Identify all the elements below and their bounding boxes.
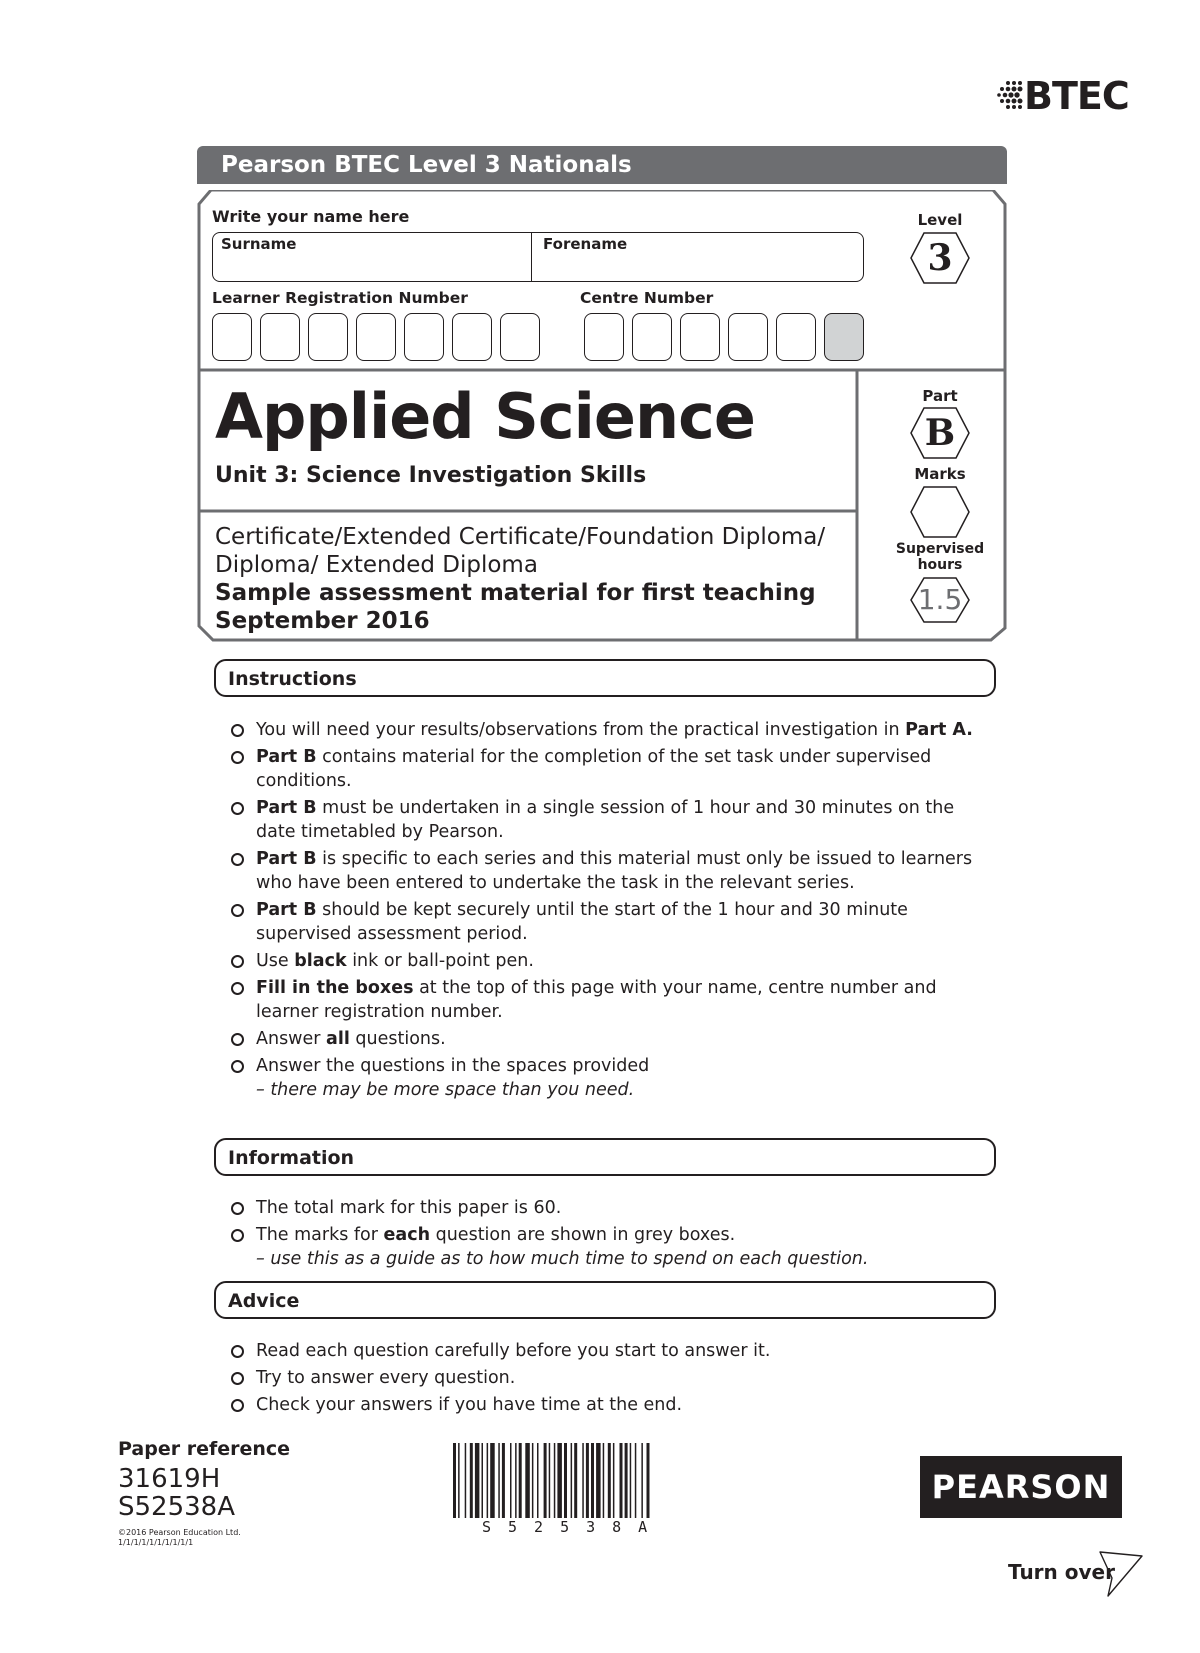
marks-hexagon: [909, 485, 971, 539]
barcode-bar: [571, 1443, 573, 1518]
pearson-logo: PEARSON: [920, 1456, 1122, 1518]
lrn-digit-box[interactable]: [500, 313, 540, 361]
barcode-bar: [608, 1443, 611, 1518]
barcode-bar: [613, 1443, 615, 1518]
lrn-label: Learner Registration Number: [212, 289, 468, 307]
information-list: [230, 1196, 990, 1274]
btec-dots-icon: [996, 80, 1024, 110]
lrn-digit-box[interactable]: [356, 313, 396, 361]
copyright-line-2: 1/1/1/1/1/1/1/1/1/1: [118, 1538, 194, 1547]
barcode-bar: [498, 1443, 500, 1518]
barcode-bar: [564, 1443, 567, 1518]
barcode-icon: [453, 1443, 723, 1518]
write-name-label: Write your name here: [212, 207, 410, 226]
barcode-bar: [475, 1443, 480, 1518]
instructions-item: [230, 847, 990, 895]
page-turn-arrow-icon: [1098, 1548, 1146, 1600]
copyright-note: [118, 1528, 241, 1548]
barcode-bar: [519, 1443, 522, 1518]
instructions-item-bold: Part B: [256, 747, 317, 767]
part-hexagon: [909, 406, 971, 460]
level-value: 3: [927, 237, 953, 279]
instructions-heading-box: [214, 659, 996, 697]
unit-title: Unit 3: Science Investigation Skills: [215, 463, 647, 488]
instructions-item-text: questions.: [349, 1029, 446, 1049]
advice-item-text: Read each question carefully before you start to answer it.: [256, 1341, 771, 1361]
paper-reference-code-1: 31619H: [118, 1464, 221, 1494]
forename-field[interactable]: [537, 251, 859, 279]
instructions-item: [230, 898, 990, 946]
barcode-bar: [554, 1443, 556, 1518]
barcode-bar: [502, 1443, 505, 1518]
instructions-item-bold: Part B: [256, 849, 317, 869]
information-heading: Information: [228, 1147, 355, 1169]
instructions-item-text: ink or ball-point pen.: [346, 951, 534, 971]
barcode-bar: [574, 1443, 577, 1518]
series-title-bar: Pearson BTEC Level 3 Nationals: [197, 146, 1007, 184]
supervised-label-line-2: hours: [917, 557, 963, 573]
centre-digit-box[interactable]: [776, 313, 816, 361]
barcode-bar: [537, 1443, 539, 1518]
instructions-item-bold: all: [326, 1029, 350, 1049]
centre-digit-box[interactable]: [632, 313, 672, 361]
barcode-bar: [549, 1443, 551, 1518]
barcode-bar: [635, 1443, 637, 1518]
barcode-bar: [515, 1443, 517, 1518]
instructions-item-note: – there may be more space than you need.: [256, 1080, 635, 1100]
sam-line-2: September 2016: [215, 608, 430, 634]
surname-label: Surname: [221, 235, 297, 253]
barcode-bar: [603, 1443, 605, 1518]
centre-number-boxes: [584, 313, 874, 361]
lrn-boxes: [212, 313, 552, 361]
qualification-line-1: Certificate/Extended Certificate/Foundation Diploma/: [215, 524, 826, 550]
instructions-item: [230, 1054, 990, 1102]
information-item-note: – use this as a guide as to how much time to spend on each question.: [256, 1249, 869, 1269]
advice-item-text: Try to answer every question.: [256, 1368, 516, 1388]
information-item-text: The marks for: [256, 1225, 384, 1245]
surname-field[interactable]: [215, 251, 527, 279]
barcode-bar: [620, 1443, 623, 1518]
barcode-bar: [641, 1443, 643, 1518]
centre-digit-box[interactable]: [728, 313, 768, 361]
centre-number-label: Centre Number: [580, 289, 714, 307]
part-value: B: [924, 412, 956, 454]
instructions-item-bold: Fill in the boxes: [256, 978, 414, 998]
advice-list: [230, 1339, 990, 1420]
information-item: [230, 1196, 990, 1220]
level-hexagon: [909, 231, 971, 285]
instructions-item: [230, 976, 990, 1024]
barcode-bar: [582, 1443, 584, 1518]
centre-digit-box[interactable]: [680, 313, 720, 361]
barcode-bar: [465, 1443, 467, 1518]
marks-value: [909, 485, 971, 539]
copyright-line-1: ©2016 Pearson Education Ltd.: [118, 1528, 241, 1537]
advice-item: [230, 1393, 990, 1417]
information-heading-box: [214, 1138, 996, 1176]
barcode-bar: [470, 1443, 473, 1518]
instructions-item-text: must be undertaken in a single session of 1 hour and 30 minutes on the date timetabled by Pearson.: [256, 798, 955, 842]
instructions-item-text: Use: [256, 951, 295, 971]
instructions-item-text: Answer the questions in the spaces provided: [256, 1056, 650, 1076]
instructions-item: [230, 718, 990, 742]
information-item-text: question are shown in grey boxes.: [430, 1225, 736, 1245]
barcode-bar: [586, 1443, 589, 1518]
barcode-bar: [544, 1443, 547, 1518]
advice-heading: Advice: [228, 1290, 300, 1312]
barcode-bar: [525, 1443, 530, 1518]
instructions-item-text: contains material for the completion of the set task under supervised conditions.: [256, 747, 932, 791]
barcode-bar: [453, 1443, 456, 1518]
paper-reference-code-2: S52538A: [118, 1492, 235, 1522]
barcode-bar: [630, 1443, 632, 1518]
centre-digit-box-shaded: [824, 313, 864, 361]
barcode-bar: [625, 1443, 628, 1518]
information-item-bold: each: [383, 1225, 431, 1245]
sam-line-1: Sample assessment material for first teaching: [215, 580, 816, 606]
barcode-text: S52538A: [482, 1518, 665, 1536]
centre-digit-box[interactable]: [584, 313, 624, 361]
lrn-digit-box[interactable]: [404, 313, 444, 361]
supervised-hours-value: 1.5: [917, 583, 963, 616]
barcode-bar: [596, 1443, 601, 1518]
information-item-text: The total mark for this paper is 60.: [256, 1198, 562, 1218]
instructions-item-text: Answer: [256, 1029, 327, 1049]
lrn-digit-box[interactable]: [452, 313, 492, 361]
instructions-item-bold: Part B: [256, 900, 317, 920]
supervised-hours-label: [870, 541, 1010, 573]
instructions-item-text: You will need your results/observations from the practical investigation in: [256, 720, 906, 740]
instructions-item: [230, 1027, 990, 1051]
instructions-item-text: at the top of this page with your name, centre number and learner registration number.: [256, 978, 937, 1022]
advice-heading-box: [214, 1281, 996, 1319]
instructions-list: [230, 718, 990, 1105]
name-box: [212, 232, 864, 282]
lrn-digit-box[interactable]: [260, 313, 300, 361]
barcode-bar: [510, 1443, 512, 1518]
instructions-item-text: is specific to each series and this material must only be issued to learners who have been entered to undertake the task in the relevant series.: [256, 849, 973, 893]
btec-logo: [996, 74, 1129, 118]
barcode-bar: [458, 1443, 460, 1518]
supervised-hours-hexagon: [909, 576, 971, 624]
btec-wordmark: BTEC: [1024, 74, 1129, 118]
barcode-bar: [490, 1443, 495, 1518]
instructions-item: [230, 949, 990, 973]
barcode-bar: [482, 1443, 484, 1518]
instructions-item-bold: Part B: [256, 798, 317, 818]
marks-label: Marks: [914, 465, 966, 483]
lrn-digit-box[interactable]: [308, 313, 348, 361]
part-label: Part: [922, 387, 958, 405]
level-label: Level: [917, 211, 963, 229]
instructions-item-text: should be kept securely until the start of the 1 hour and 30 minute supervised assessment period.: [256, 900, 908, 944]
advice-item: [230, 1339, 990, 1363]
information-item: [230, 1223, 990, 1271]
advice-item: [230, 1366, 990, 1390]
forename-label: Forename: [543, 235, 628, 253]
instructions-item: [230, 745, 990, 793]
barcode-bar: [557, 1443, 562, 1518]
instructions-item-bold: Part A.: [905, 720, 973, 740]
instructions-item-bold: black: [294, 951, 347, 971]
instructions-item: [230, 796, 990, 844]
barcode-bar: [647, 1443, 650, 1518]
paper-reference-label: Paper reference: [118, 1438, 291, 1460]
supervised-label-line-1: Supervised: [895, 541, 985, 557]
turn-over-label: Turn over: [1008, 1560, 1115, 1584]
instructions-heading: Instructions: [228, 668, 357, 690]
subject-title: Applied Science: [215, 380, 755, 453]
name-box-divider: [531, 233, 532, 281]
barcode-bar: [532, 1443, 534, 1518]
lrn-digit-box[interactable]: [212, 313, 252, 361]
advice-item-text: Check your answers if you have time at the end.: [256, 1395, 683, 1415]
barcode-bar: [487, 1443, 489, 1518]
qualification-line-2: Diploma/ Extended Diploma: [215, 552, 538, 578]
barcode-bar: [591, 1443, 594, 1518]
